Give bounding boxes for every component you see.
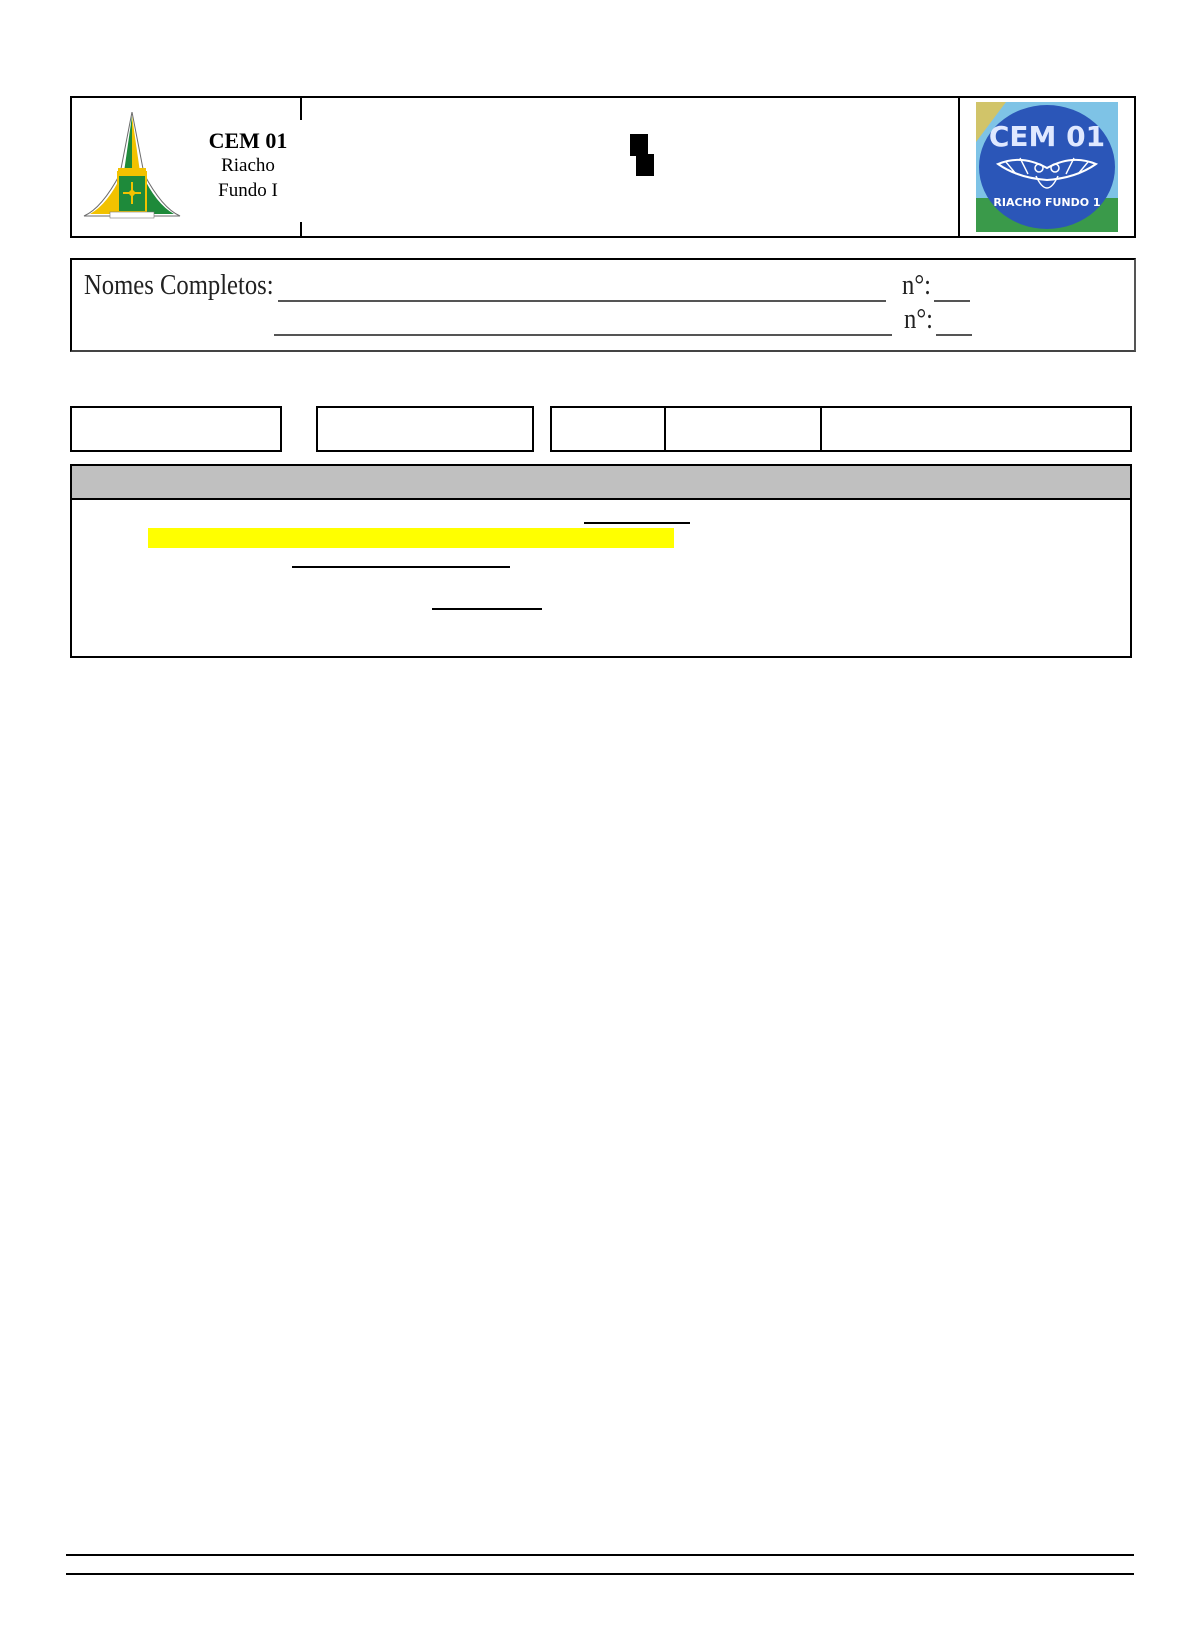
number-label-2: n°: xyxy=(904,304,934,335)
highlighted-text-block xyxy=(148,528,674,548)
badge-text-top: CEM 01 xyxy=(988,120,1106,153)
instructions-header xyxy=(72,466,1130,500)
name-line-2[interactable] xyxy=(274,334,892,336)
document-header xyxy=(70,96,1136,238)
badge-text-bottom: RIACHO FUNDO 1 xyxy=(993,196,1101,209)
redacted-title-block xyxy=(630,134,648,156)
redacted-title-block xyxy=(636,154,654,176)
number-line-2[interactable] xyxy=(936,334,972,336)
school-title: CEM 01 xyxy=(208,128,288,153)
number-label-1: n°: xyxy=(902,270,932,301)
school-name-block xyxy=(204,128,292,203)
underline-mark-1 xyxy=(584,522,690,524)
school-subtitle-line1: Riacho xyxy=(221,155,275,176)
instructions-box xyxy=(70,464,1132,658)
owl-badge-icon xyxy=(976,102,1118,232)
df-coat-of-arms-icon xyxy=(82,112,182,224)
underline-mark-2 xyxy=(292,566,510,568)
footer-rule-bottom xyxy=(66,1573,1134,1575)
name-line-1[interactable] xyxy=(278,300,886,302)
number-line-1[interactable] xyxy=(934,300,970,302)
student-names-box xyxy=(70,258,1136,352)
info-cell-2[interactable] xyxy=(316,406,534,452)
names-label: Nomes Completos: xyxy=(84,270,274,301)
info-cell-3[interactable] xyxy=(550,406,666,452)
underline-mark-3 xyxy=(432,608,542,610)
header-divider-left xyxy=(300,98,302,236)
footer-rule-top xyxy=(66,1554,1134,1556)
info-cell-5[interactable] xyxy=(820,406,1132,452)
school-identity xyxy=(72,98,300,236)
info-cell-4[interactable] xyxy=(664,406,822,452)
header-divider-right xyxy=(958,98,960,236)
header-divider-gap xyxy=(300,120,302,222)
info-cell-1[interactable] xyxy=(70,406,282,452)
school-subtitle-line2: Fundo I xyxy=(218,180,278,201)
